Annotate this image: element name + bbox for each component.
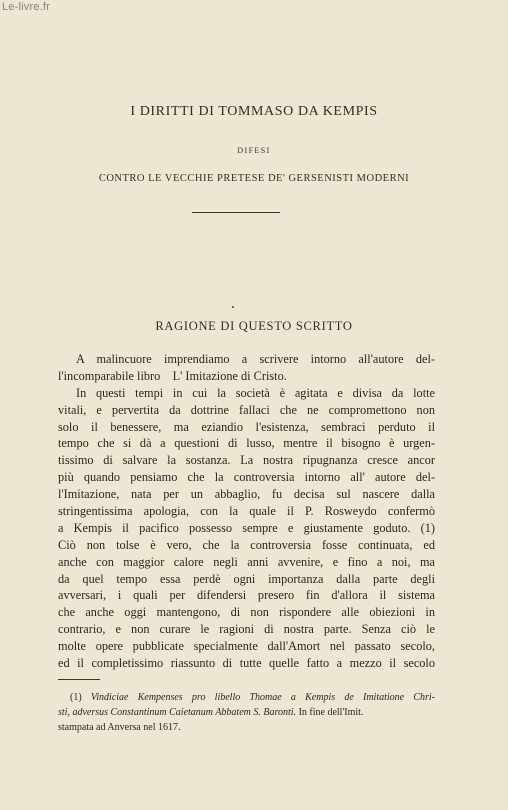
body-line: che anche oggi mantengono, di non rispondere alle obiezioni in — [58, 605, 435, 620]
footnote-divider — [58, 679, 100, 680]
body-line: In questi tempi in cui la società è agitata e divisa da lotte — [76, 385, 435, 400]
footnote-line — [58, 705, 435, 720]
body-text — [58, 351, 435, 672]
body-line: a Kempis il pacifico possesso sempre e giustamente goduto. (1) — [58, 520, 435, 535]
footnote-line: stampata ad Anversa nel 1617. — [58, 722, 181, 733]
title-divider — [192, 212, 280, 213]
body-line: A malincuore imprendiamo a scrivere intorno all'autore del- — [76, 352, 435, 366]
ornament-dot — [232, 306, 234, 308]
footnote-title-part1: Vindiciae Kempenses pro libello Thomae a Kempis de Imitatione Chri- — [90, 692, 435, 703]
body-line: più quando pensiamo che la controversia intorno all' autore del- — [58, 470, 435, 485]
footnote-line2-tail: In fine dell'Imit. — [296, 707, 364, 718]
body-line: stringentissima apologia, con la quale il P. Rosweydo confermò — [58, 504, 435, 519]
body-line: contrario, e non curare le ragioni di nostra parte. Senza ciò le — [58, 622, 435, 637]
body-line: tissimo di salvare la sostanza. La nostra ripugnanza cresce ancor — [58, 453, 435, 468]
section-heading: RAGIONE DI QUESTO SCRITTO — [155, 319, 353, 333]
footnote-marker: (1) — [70, 692, 82, 703]
watermark: Le-livre.fr — [2, 1, 51, 13]
body-line: molte opere pubblicate specialmente dall'Amort nel passato secolo, — [58, 639, 435, 654]
body-line: vitali, e pervertita da dottrine fallaci che ne compromettono non — [58, 402, 435, 417]
body-line: ed il completissimo riassunto di tutte quelle fatto a mezzo il secolo — [58, 656, 435, 671]
footnote-line — [70, 690, 435, 705]
body-line: solo il benessere, ma eziandio l'esistenza, sembraci perduto il — [58, 419, 435, 434]
body-line: l'incomparabile libro L' Imitazione di Cristo. — [58, 368, 287, 383]
document-title: I DIRITTI DI TOMMASO DA KEMPIS — [130, 104, 378, 119]
document-subtitle-small: DIFESI — [237, 146, 271, 155]
document-subtitle: CONTRO LE VECCHIE PRETESE DE' GERSENISTI MODERNI — [98, 173, 410, 184]
footnote-title-part2: sti, adversus Constantinum Caietanum Abbatem S. Baronti. — [58, 707, 297, 718]
body-line: tempo che si dà a questioni di lusso, mentre il bisogno è urgen- — [58, 436, 435, 451]
body-line: avversari, i quali per difendersi presero fin d'allora il sistema — [58, 588, 435, 603]
body-line: da quel tempo essa perdè ogni importanza dalla parte degli — [58, 571, 435, 586]
body-line: l'Imitazione, nata per un abbaglio, fu decisa sul nascere dalla — [58, 487, 435, 502]
body-line: anche con maggior calore negli anni avvenire, e fino a noi, ma — [58, 554, 435, 569]
body-line: Ciò non tolse è vero, che la controversia fosse continuata, ed — [58, 537, 435, 552]
footnote — [58, 690, 435, 735]
